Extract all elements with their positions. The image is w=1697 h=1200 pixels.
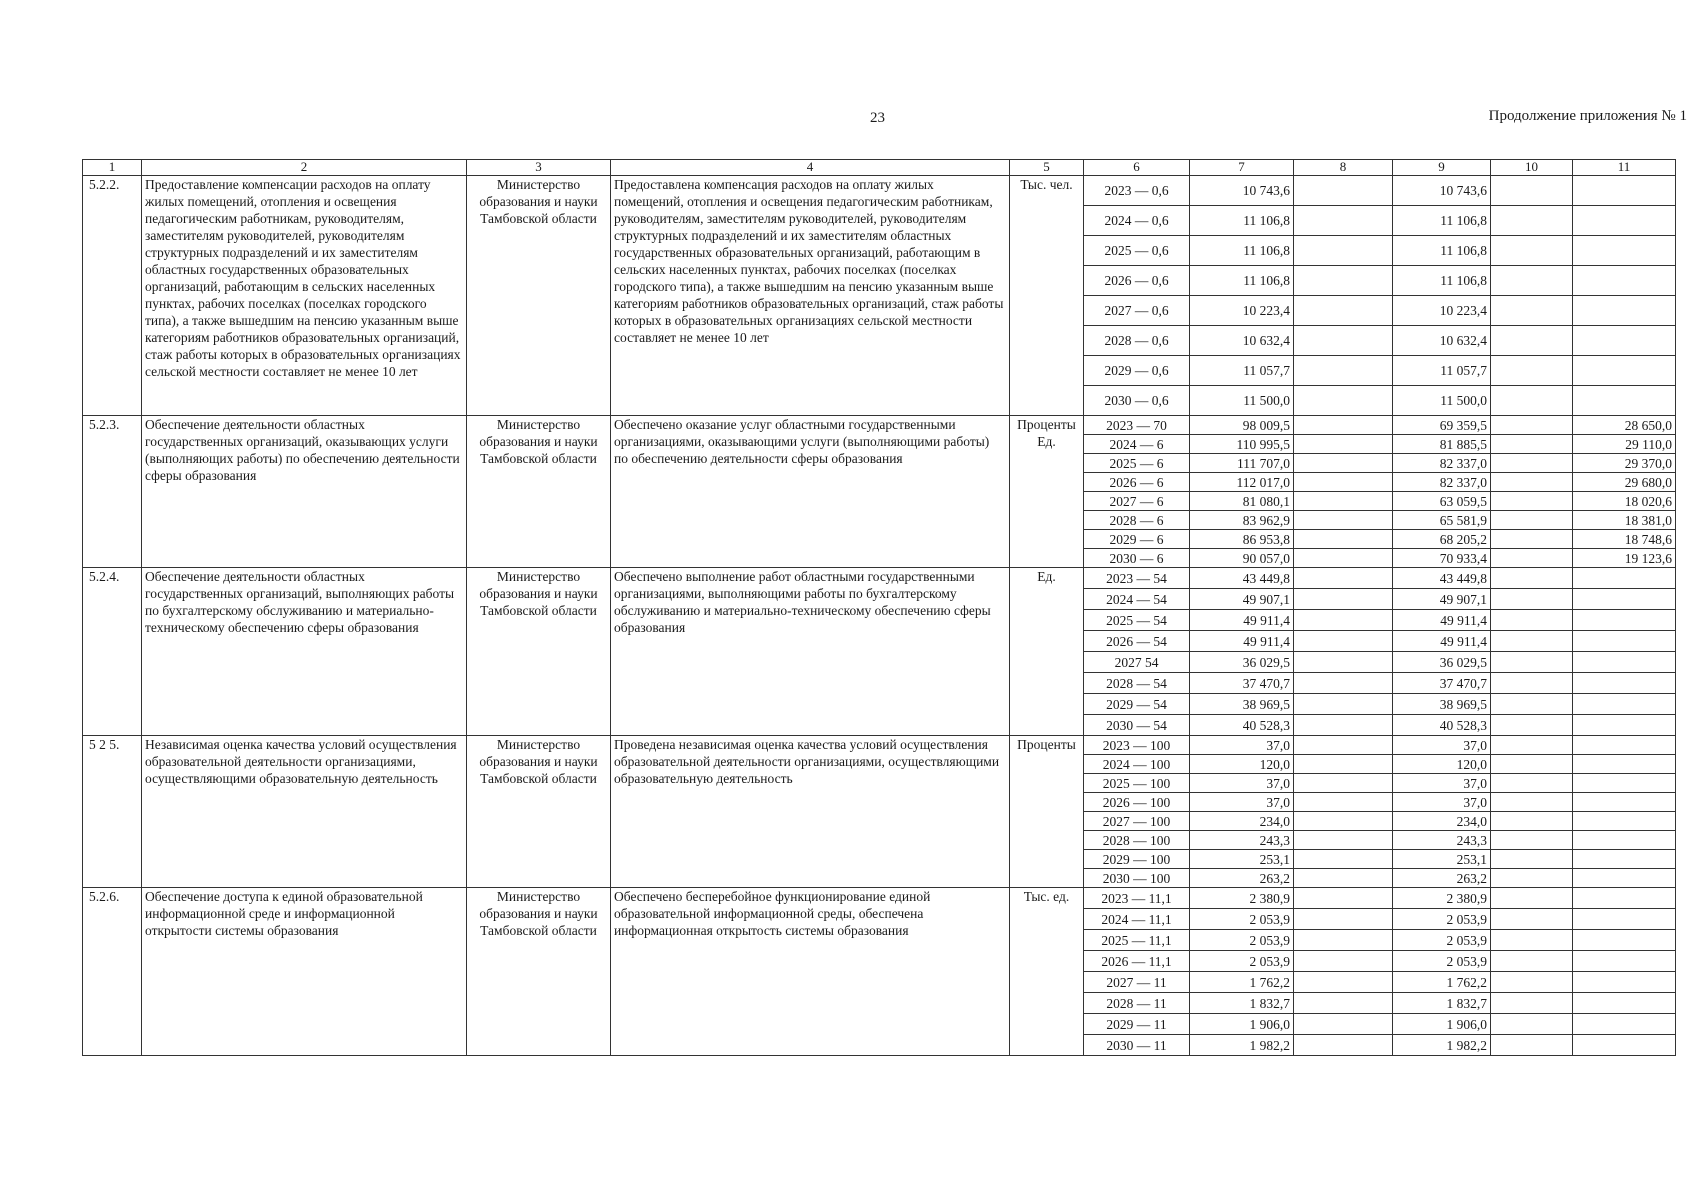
program-table — [82, 159, 1676, 1056]
column-11-amount — [1573, 774, 1676, 793]
column-8-cell — [1294, 454, 1393, 473]
column-8-cell — [1294, 869, 1393, 888]
table-row — [83, 888, 1676, 909]
year-indicator: 2027 — 100 — [1084, 812, 1190, 831]
section-name: Независимая оценка качества условий осуществления образовательной деятельности организациями, осуществляющими образовательную деятельность — [142, 736, 467, 888]
column-10-cell — [1491, 930, 1573, 951]
regional-budget-amount: 37,0 — [1393, 774, 1491, 793]
regional-budget-amount: 2 053,9 — [1393, 951, 1491, 972]
column-11-amount — [1573, 326, 1676, 356]
year-indicator: 2023 — 70 — [1084, 416, 1190, 435]
column-number: 6 — [1084, 160, 1190, 176]
total-amount: 40 528,3 — [1190, 715, 1294, 736]
column-11-amount: 29 680,0 — [1573, 473, 1676, 492]
column-10-cell — [1491, 296, 1573, 326]
column-8-cell — [1294, 236, 1393, 266]
year-indicator: 2029 — 6 — [1084, 530, 1190, 549]
total-amount: 81 080,1 — [1190, 492, 1294, 511]
column-8-cell — [1294, 694, 1393, 715]
column-11-amount — [1573, 386, 1676, 416]
column-number: 5 — [1010, 160, 1084, 176]
total-amount: 49 907,1 — [1190, 589, 1294, 610]
column-8-cell — [1294, 589, 1393, 610]
column-8-cell — [1294, 473, 1393, 492]
regional-budget-amount: 253,1 — [1393, 850, 1491, 869]
column-11-amount — [1573, 715, 1676, 736]
year-indicator: 2023 — 11,1 — [1084, 888, 1190, 909]
column-8-cell — [1294, 206, 1393, 236]
column-10-cell — [1491, 416, 1573, 435]
column-11-amount — [1573, 610, 1676, 631]
regional-budget-amount: 82 337,0 — [1393, 473, 1491, 492]
column-8-cell — [1294, 266, 1393, 296]
total-amount: 37,0 — [1190, 774, 1294, 793]
column-8-cell — [1294, 930, 1393, 951]
year-indicator: 2030 — 11 — [1084, 1035, 1190, 1056]
total-amount: 36 029,5 — [1190, 652, 1294, 673]
year-indicator: 2026 — 0,6 — [1084, 266, 1190, 296]
year-indicator: 2025 — 6 — [1084, 454, 1190, 473]
year-indicator: 2025 — 11,1 — [1084, 930, 1190, 951]
section-code: 5.2.4. — [83, 568, 142, 736]
column-number: 1 — [83, 160, 142, 176]
column-11-amount — [1573, 909, 1676, 930]
appendix-note: Продолжение приложения № 1 — [1488, 108, 1687, 124]
column-8-cell — [1294, 435, 1393, 454]
total-amount: 120,0 — [1190, 755, 1294, 774]
year-indicator: 2024 — 100 — [1084, 755, 1190, 774]
column-number: 11 — [1573, 160, 1676, 176]
section-unit: Тыс. ед. — [1010, 888, 1084, 1056]
column-10-cell — [1491, 176, 1573, 206]
section-name: Обеспечение деятельности областных государственных организаций, выполняющих работы по бухгалтерскому обслуживанию и материально-техническому обеспечению сферы образования — [142, 568, 467, 736]
total-amount: 90 057,0 — [1190, 549, 1294, 568]
total-amount: 10 632,4 — [1190, 326, 1294, 356]
column-10-cell — [1491, 549, 1573, 568]
section-name: Обеспечение доступа к единой образовательной информационной среде и информационной открытости системы образования — [142, 888, 467, 1056]
column-8-cell — [1294, 774, 1393, 793]
regional-budget-amount: 49 911,4 — [1393, 610, 1491, 631]
column-11-amount — [1573, 793, 1676, 812]
column-10-cell — [1491, 869, 1573, 888]
regional-budget-amount: 11 106,8 — [1393, 236, 1491, 266]
total-amount: 253,1 — [1190, 850, 1294, 869]
total-amount: 11 106,8 — [1190, 236, 1294, 266]
section-result: Обеспечено бесперебойное функционирование единой образовательной информационной среды, обеспечена информационная открытость системы образования — [611, 888, 1010, 1056]
column-10-cell — [1491, 774, 1573, 793]
column-8-cell — [1294, 511, 1393, 530]
column-11-amount — [1573, 930, 1676, 951]
year-indicator: 2029 — 54 — [1084, 694, 1190, 715]
total-amount: 11 500,0 — [1190, 386, 1294, 416]
column-11-amount — [1573, 812, 1676, 831]
regional-budget-amount: 243,3 — [1393, 831, 1491, 850]
column-10-cell — [1491, 652, 1573, 673]
year-indicator: 2026 — 11,1 — [1084, 951, 1190, 972]
section-executor: Министерство образования и науки Тамбовской области — [467, 736, 611, 888]
column-10-cell — [1491, 888, 1573, 909]
regional-budget-amount: 2 380,9 — [1393, 888, 1491, 909]
total-amount: 37 470,7 — [1190, 673, 1294, 694]
regional-budget-amount: 63 059,5 — [1393, 492, 1491, 511]
column-10-cell — [1491, 1014, 1573, 1035]
column-10-cell — [1491, 530, 1573, 549]
column-11-amount: 19 123,6 — [1573, 549, 1676, 568]
column-11-amount — [1573, 1035, 1676, 1056]
total-amount: 2 053,9 — [1190, 930, 1294, 951]
year-indicator: 2028 — 11 — [1084, 993, 1190, 1014]
year-indicator: 2024 — 11,1 — [1084, 909, 1190, 930]
regional-budget-amount: 2 053,9 — [1393, 909, 1491, 930]
section-unit: Ед. — [1010, 568, 1084, 736]
regional-budget-amount: 10 632,4 — [1393, 326, 1491, 356]
column-10-cell — [1491, 326, 1573, 356]
section-executor: Министерство образования и науки Тамбовской области — [467, 568, 611, 736]
column-8-cell — [1294, 755, 1393, 774]
column-10-cell — [1491, 694, 1573, 715]
column-8-cell — [1294, 736, 1393, 755]
table-row — [83, 176, 1676, 206]
column-10-cell — [1491, 831, 1573, 850]
total-amount: 86 953,8 — [1190, 530, 1294, 549]
column-8-cell — [1294, 1035, 1393, 1056]
year-indicator: 2028 — 100 — [1084, 831, 1190, 850]
column-11-amount: 18 381,0 — [1573, 511, 1676, 530]
regional-budget-amount: 234,0 — [1393, 812, 1491, 831]
regional-budget-amount: 81 885,5 — [1393, 435, 1491, 454]
total-amount: 1 906,0 — [1190, 1014, 1294, 1035]
year-indicator: 2027 — 0,6 — [1084, 296, 1190, 326]
column-number: 4 — [611, 160, 1010, 176]
column-8-cell — [1294, 326, 1393, 356]
total-amount: 11 106,8 — [1190, 206, 1294, 236]
year-indicator: 2028 — 54 — [1084, 673, 1190, 694]
column-10-cell — [1491, 589, 1573, 610]
column-10-cell — [1491, 631, 1573, 652]
column-10-cell — [1491, 454, 1573, 473]
column-8-cell — [1294, 951, 1393, 972]
year-indicator: 2029 — 11 — [1084, 1014, 1190, 1035]
total-amount: 111 707,0 — [1190, 454, 1294, 473]
year-indicator: 2024 — 6 — [1084, 435, 1190, 454]
regional-budget-amount: 82 337,0 — [1393, 454, 1491, 473]
column-10-cell — [1491, 1035, 1573, 1056]
year-indicator: 2027 — 6 — [1084, 492, 1190, 511]
column-11-amount — [1573, 951, 1676, 972]
regional-budget-amount: 2 053,9 — [1393, 930, 1491, 951]
regional-budget-amount: 1 832,7 — [1393, 993, 1491, 1014]
year-indicator: 2030 — 100 — [1084, 869, 1190, 888]
column-11-amount — [1573, 176, 1676, 206]
column-8-cell — [1294, 176, 1393, 206]
column-10-cell — [1491, 206, 1573, 236]
regional-budget-amount: 1 762,2 — [1393, 972, 1491, 993]
column-8-cell — [1294, 673, 1393, 694]
year-indicator: 2029 — 0,6 — [1084, 356, 1190, 386]
column-11-amount — [1573, 831, 1676, 850]
column-8-cell — [1294, 850, 1393, 869]
column-11-amount — [1573, 296, 1676, 326]
column-number: 10 — [1491, 160, 1573, 176]
regional-budget-amount: 38 969,5 — [1393, 694, 1491, 715]
column-8-cell — [1294, 492, 1393, 511]
regional-budget-amount: 10 223,4 — [1393, 296, 1491, 326]
column-11-amount: 29 110,0 — [1573, 435, 1676, 454]
section-executor: Министерство образования и науки Тамбовской области — [467, 416, 611, 568]
section-unit: Тыс. чел. — [1010, 176, 1084, 416]
column-8-cell — [1294, 1014, 1393, 1035]
total-amount: 1 762,2 — [1190, 972, 1294, 993]
column-8-cell — [1294, 568, 1393, 589]
total-amount: 43 449,8 — [1190, 568, 1294, 589]
column-8-cell — [1294, 888, 1393, 909]
year-indicator: 2029 — 100 — [1084, 850, 1190, 869]
column-11-amount — [1573, 736, 1676, 755]
regional-budget-amount: 69 359,5 — [1393, 416, 1491, 435]
section-unit: Проценты Ед. — [1010, 416, 1084, 568]
regional-budget-amount: 37 470,7 — [1393, 673, 1491, 694]
year-indicator: 2027 — 11 — [1084, 972, 1190, 993]
column-8-cell — [1294, 631, 1393, 652]
regional-budget-amount: 11 106,8 — [1393, 206, 1491, 236]
column-10-cell — [1491, 492, 1573, 511]
section-result: Проведена независимая оценка качества условий осуществления образовательной деятельности организациями, осуществляющими образовательную деятельность — [611, 736, 1010, 888]
regional-budget-amount: 49 911,4 — [1393, 631, 1491, 652]
column-10-cell — [1491, 473, 1573, 492]
year-indicator: 2025 — 100 — [1084, 774, 1190, 793]
total-amount: 37,0 — [1190, 793, 1294, 812]
table-row — [83, 736, 1676, 755]
column-11-amount — [1573, 266, 1676, 296]
column-10-cell — [1491, 951, 1573, 972]
column-8-cell — [1294, 356, 1393, 386]
year-indicator: 2026 — 100 — [1084, 793, 1190, 812]
column-8-cell — [1294, 549, 1393, 568]
total-amount: 98 009,5 — [1190, 416, 1294, 435]
total-amount: 2 380,9 — [1190, 888, 1294, 909]
section-code: 5.2.3. — [83, 416, 142, 568]
column-11-amount: 18 020,6 — [1573, 492, 1676, 511]
total-amount: 112 017,0 — [1190, 473, 1294, 492]
total-amount: 1 982,2 — [1190, 1035, 1294, 1056]
column-8-cell — [1294, 652, 1393, 673]
section-unit: Проценты — [1010, 736, 1084, 888]
year-indicator: 2025 — 0,6 — [1084, 236, 1190, 266]
column-11-amount — [1573, 888, 1676, 909]
column-8-cell — [1294, 530, 1393, 549]
column-10-cell — [1491, 610, 1573, 631]
column-10-cell — [1491, 266, 1573, 296]
column-11-amount — [1573, 850, 1676, 869]
total-amount: 49 911,4 — [1190, 610, 1294, 631]
column-10-cell — [1491, 755, 1573, 774]
year-indicator: 2026 — 54 — [1084, 631, 1190, 652]
section-name: Обеспечение деятельности областных государственных организаций, оказывающих услуги (выполняющих работы) по обеспечению деятельности сферы образования — [142, 416, 467, 568]
column-8-cell — [1294, 993, 1393, 1014]
regional-budget-amount: 263,2 — [1393, 869, 1491, 888]
column-11-amount — [1573, 972, 1676, 993]
column-11-amount — [1573, 236, 1676, 266]
year-indicator: 2026 — 6 — [1084, 473, 1190, 492]
column-10-cell — [1491, 909, 1573, 930]
column-10-cell — [1491, 972, 1573, 993]
column-10-cell — [1491, 386, 1573, 416]
column-8-cell — [1294, 610, 1393, 631]
year-indicator: 2030 — 0,6 — [1084, 386, 1190, 416]
column-11-amount — [1573, 869, 1676, 888]
column-11-amount — [1573, 993, 1676, 1014]
column-8-cell — [1294, 972, 1393, 993]
section-result: Обеспечено выполнение работ областными государственными организациями, выполняющими работы по бухгалтерскому обслуживанию и материально-техническому обеспечению сферы образования — [611, 568, 1010, 736]
total-amount: 10 223,4 — [1190, 296, 1294, 326]
page-number: 23 — [870, 110, 885, 126]
total-amount: 2 053,9 — [1190, 951, 1294, 972]
column-11-amount — [1573, 673, 1676, 694]
column-11-amount — [1573, 652, 1676, 673]
column-10-cell — [1491, 993, 1573, 1014]
year-indicator: 2028 — 0,6 — [1084, 326, 1190, 356]
regional-budget-amount: 11 500,0 — [1393, 386, 1491, 416]
year-indicator: 2023 — 100 — [1084, 736, 1190, 755]
column-11-amount: 28 650,0 — [1573, 416, 1676, 435]
regional-budget-amount: 65 581,9 — [1393, 511, 1491, 530]
column-11-amount — [1573, 206, 1676, 236]
column-11-amount — [1573, 1014, 1676, 1035]
total-amount: 263,2 — [1190, 869, 1294, 888]
column-number: 9 — [1393, 160, 1491, 176]
total-amount: 110 995,5 — [1190, 435, 1294, 454]
column-8-cell — [1294, 793, 1393, 812]
year-indicator: 2024 — 54 — [1084, 589, 1190, 610]
column-11-amount — [1573, 694, 1676, 715]
year-indicator: 2025 — 54 — [1084, 610, 1190, 631]
section-result: Обеспечено оказание услуг областными государственными организациями, оказывающими услуги (выполняющими работы) по обеспечению деятельности сферы образования — [611, 416, 1010, 568]
column-11-amount — [1573, 755, 1676, 774]
column-10-cell — [1491, 812, 1573, 831]
table-row — [83, 568, 1676, 589]
regional-budget-amount: 36 029,5 — [1393, 652, 1491, 673]
regional-budget-amount: 11 106,8 — [1393, 266, 1491, 296]
regional-budget-amount: 37,0 — [1393, 793, 1491, 812]
column-8-cell — [1294, 831, 1393, 850]
total-amount: 37,0 — [1190, 736, 1294, 755]
column-11-amount — [1573, 356, 1676, 386]
column-number: 8 — [1294, 160, 1393, 176]
regional-budget-amount: 37,0 — [1393, 736, 1491, 755]
column-8-cell — [1294, 386, 1393, 416]
column-10-cell — [1491, 356, 1573, 386]
regional-budget-amount: 40 528,3 — [1393, 715, 1491, 736]
column-number: 2 — [142, 160, 467, 176]
column-8-cell — [1294, 416, 1393, 435]
column-10-cell — [1491, 568, 1573, 589]
total-amount: 243,3 — [1190, 831, 1294, 850]
table-row — [83, 416, 1676, 435]
column-11-amount — [1573, 631, 1676, 652]
column-10-cell — [1491, 236, 1573, 266]
column-11-amount — [1573, 568, 1676, 589]
total-amount: 10 743,6 — [1190, 176, 1294, 206]
year-indicator: 2023 — 0,6 — [1084, 176, 1190, 206]
regional-budget-amount: 1 906,0 — [1393, 1014, 1491, 1035]
total-amount: 11 057,7 — [1190, 356, 1294, 386]
year-indicator: 2023 — 54 — [1084, 568, 1190, 589]
total-amount: 38 969,5 — [1190, 694, 1294, 715]
section-result: Предоставлена компенсация расходов на оплату жилых помещений, отопления и освещения педагогическим работникам, руководителям, заместителям руководителей, руководителям структурных подразделений и их заместителям областных государственных образовательных организаций, работающим в сельских населенных пунктах, рабочих поселках (поселках городского типа), а также вышедшим на пенсию указанным выше категориям работников образовательных организаций, стаж работы которых в образовательных организациях сельской местности составляет не менее 10 лет — [611, 176, 1010, 416]
regional-budget-amount: 70 933,4 — [1393, 549, 1491, 568]
column-11-amount: 18 748,6 — [1573, 530, 1676, 549]
column-number: 7 — [1190, 160, 1294, 176]
regional-budget-amount: 10 743,6 — [1393, 176, 1491, 206]
column-11-amount — [1573, 589, 1676, 610]
column-8-cell — [1294, 715, 1393, 736]
column-10-cell — [1491, 736, 1573, 755]
column-number-row — [83, 160, 1676, 176]
regional-budget-amount: 68 205,2 — [1393, 530, 1491, 549]
section-code: 5.2.6. — [83, 888, 142, 1056]
section-executor: Министерство образования и науки Тамбовской области — [467, 888, 611, 1056]
section-executor: Министерство образования и науки Тамбовской области — [467, 176, 611, 416]
total-amount: 49 911,4 — [1190, 631, 1294, 652]
total-amount: 83 962,9 — [1190, 511, 1294, 530]
column-11-amount: 29 370,0 — [1573, 454, 1676, 473]
total-amount: 234,0 — [1190, 812, 1294, 831]
total-amount: 11 106,8 — [1190, 266, 1294, 296]
column-8-cell — [1294, 909, 1393, 930]
year-indicator: 2027 54 — [1084, 652, 1190, 673]
regional-budget-amount: 120,0 — [1393, 755, 1491, 774]
column-8-cell — [1294, 812, 1393, 831]
year-indicator: 2028 — 6 — [1084, 511, 1190, 530]
total-amount: 1 832,7 — [1190, 993, 1294, 1014]
column-10-cell — [1491, 435, 1573, 454]
regional-budget-amount: 1 982,2 — [1393, 1035, 1491, 1056]
column-10-cell — [1491, 673, 1573, 694]
regional-budget-amount: 49 907,1 — [1393, 589, 1491, 610]
year-indicator: 2030 — 54 — [1084, 715, 1190, 736]
column-10-cell — [1491, 793, 1573, 812]
column-8-cell — [1294, 296, 1393, 326]
section-code: 5.2.2. — [83, 176, 142, 416]
column-10-cell — [1491, 511, 1573, 530]
column-10-cell — [1491, 850, 1573, 869]
column-number: 3 — [467, 160, 611, 176]
section-name: Предоставление компенсации расходов на оплату жилых помещений, отопления и освещения педагогическим работникам, руководителям, заместителям руководителей, руководителям структурных подразделений и их заместителям областных государственных образовательных организаций, работающим в сельских населенных пунктах, рабочих поселках (поселках городского типа), а также вышедшим на пенсию указанным выше категориям работников образовательных организаций, стаж работы которых в образовательных организациях сельской местности составляет не менее 10 лет — [142, 176, 467, 416]
regional-budget-amount: 43 449,8 — [1393, 568, 1491, 589]
regional-budget-amount: 11 057,7 — [1393, 356, 1491, 386]
total-amount: 2 053,9 — [1190, 909, 1294, 930]
year-indicator: 2024 — 0,6 — [1084, 206, 1190, 236]
year-indicator: 2030 — 6 — [1084, 549, 1190, 568]
section-code: 5 2 5. — [83, 736, 142, 888]
column-10-cell — [1491, 715, 1573, 736]
